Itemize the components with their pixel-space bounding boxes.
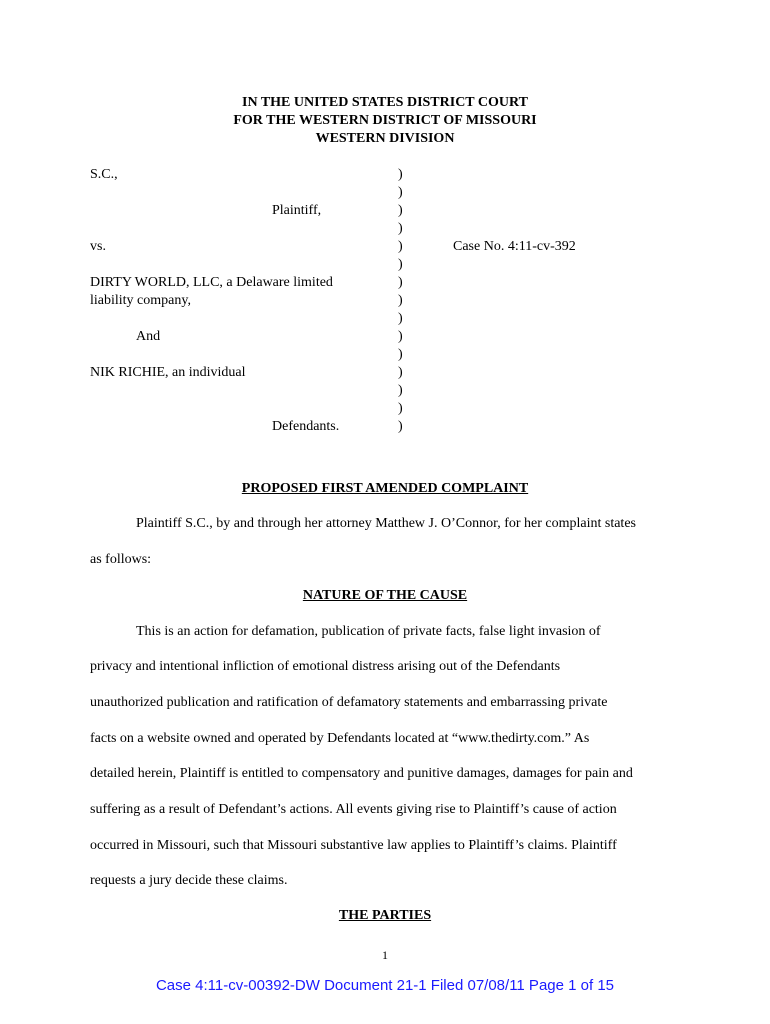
caption-paren: ) bbox=[398, 365, 403, 380]
nature-heading: NATURE OF THE CAUSE bbox=[302, 588, 468, 603]
caption-paren: ) bbox=[398, 293, 403, 308]
nature-line: unauthorized publication and ratification of defamatory statements and embarrassing private bbox=[90, 695, 608, 710]
parties-heading: THE PARTIES bbox=[338, 908, 432, 923]
nature-line: occurred in Missouri, such that Missouri substantive law applies to Plaintiff’s claims. Plaintiff bbox=[90, 838, 617, 853]
nature-line: facts on a website owned and operated by Defendants located at “www.thedirty.com.” As bbox=[90, 731, 590, 746]
nature-line: detailed herein, Plaintiff is entitled to compensatory and punitive damages, damages for pain and bbox=[90, 766, 633, 781]
defendants-label: Defendants. bbox=[272, 419, 340, 434]
defendant1-line1: DIRTY WORLD, LLC, a Delaware limited bbox=[90, 275, 333, 290]
defendant2-name: NIK RICHIE, an individual bbox=[90, 365, 246, 380]
plaintiff-label: Plaintiff, bbox=[272, 203, 322, 218]
filing-footer: Case 4:11-cv-00392-DW Document 21-1 Filed 07/08/11 Page 1 of 15 bbox=[155, 977, 615, 994]
caption-paren: ) bbox=[398, 329, 403, 344]
caption-paren: ) bbox=[398, 419, 403, 434]
nature-line: suffering as a result of Defendant’s actions. All events giving rise to Plaintiff’s cause of action bbox=[90, 802, 617, 817]
court-heading bbox=[0, 94, 770, 148]
document-title: PROPOSED FIRST AMENDED COMPLAINT bbox=[241, 481, 529, 496]
case-number: Case No. 4:11-cv-392 bbox=[453, 239, 576, 254]
and-label: And bbox=[136, 329, 161, 344]
caption-paren: ) bbox=[398, 221, 403, 236]
caption-paren: ) bbox=[398, 185, 403, 200]
nature-line: privacy and intentional infliction of emotional distress arising out of the Defendants bbox=[90, 659, 561, 674]
intro-line: Plaintiff S.C., by and through her attorney Matthew J. O’Connor, for her complaint states bbox=[136, 516, 636, 531]
caption-paren: ) bbox=[398, 257, 403, 272]
caption-paren: ) bbox=[398, 401, 403, 416]
caption-paren: ) bbox=[398, 203, 403, 218]
court-heading-line3: WESTERN DIVISION bbox=[315, 131, 455, 146]
caption-paren: ) bbox=[398, 239, 403, 254]
intro-line: as follows: bbox=[90, 552, 152, 567]
vs-label: vs. bbox=[90, 239, 106, 254]
page-number: 1 bbox=[382, 948, 388, 962]
caption-paren: ) bbox=[398, 311, 403, 326]
court-heading-line2: FOR THE WESTERN DISTRICT OF MISSOURI bbox=[233, 113, 537, 128]
caption-paren: ) bbox=[398, 167, 403, 182]
caption-divider bbox=[398, 166, 403, 436]
court-heading-line1: IN THE UNITED STATES DISTRICT COURT bbox=[242, 95, 528, 110]
defendant1-line2: liability company, bbox=[90, 293, 191, 308]
caption-paren: ) bbox=[398, 383, 403, 398]
caption-paren: ) bbox=[398, 275, 403, 290]
nature-line: This is an action for defamation, publication of private facts, false light invasion of bbox=[136, 624, 601, 639]
plaintiff-name: S.C., bbox=[90, 167, 118, 182]
caption-paren: ) bbox=[398, 347, 403, 362]
nature-line: requests a jury decide these claims. bbox=[90, 873, 288, 888]
